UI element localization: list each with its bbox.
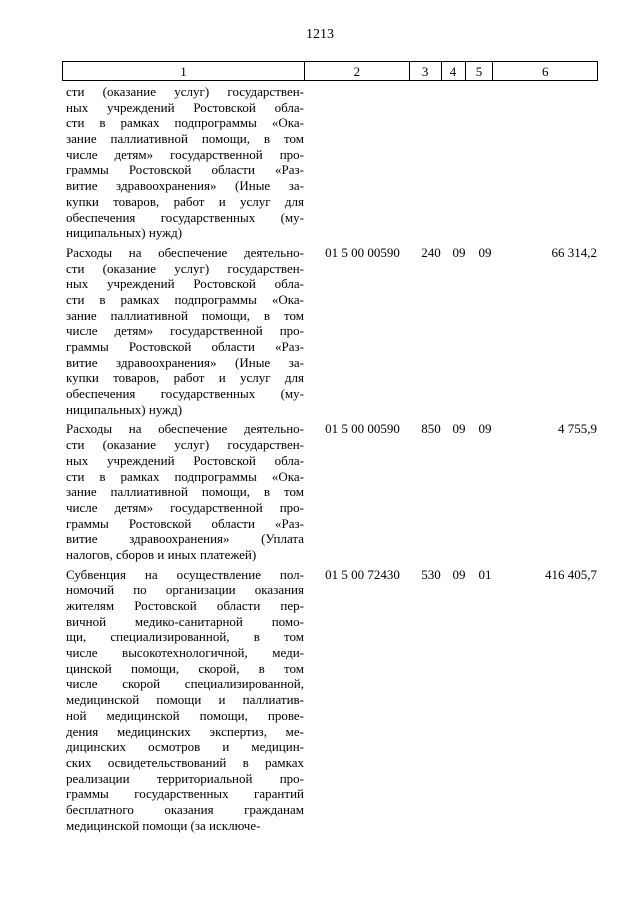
row-description [66,567,304,834]
description-line: ниципальных) нужд) [66,401,183,417]
description-line: сти (оказание услуг) государствен- [66,437,304,453]
description-line: сти (оказание услуг) государствен- [66,84,304,99]
row-amount: 4 755,9 [558,421,597,437]
description-line: жителям Ростовской области пер- [66,598,304,613]
description-line: граммы Ростовской области «Раз- [66,515,304,531]
description-line: ных учреждений Ростовской обла- [66,452,304,468]
description-line: обеспечения государственных (му- [66,209,304,225]
description-line: обеспечения государственных (му- [66,386,304,402]
description-line: купки товаров, работ и услуг для [66,370,304,386]
table-row [62,84,598,241]
row-amount: 66 314,2 [551,244,597,260]
row-section: 09 [452,244,466,260]
description-line: купки товаров, работ и услуг для [66,193,304,209]
description-line: ских освидетельствований в рамках [66,754,304,770]
page-number: 1213 [306,27,334,42]
description-line: граммы государственных гарантий [66,786,304,802]
row-section: 09 [452,566,466,582]
row-subsection [471,84,499,241]
description-line: зание паллиативной помощи, в том [66,131,304,147]
row-classification-code: 01 5 00 72430 [325,566,400,582]
description-line: щи, специализированной, в том [66,629,304,645]
description-line: сти в рамках подпрограммы «Ока- [66,291,304,307]
description-line: дицинских осмотров и медицин- [66,739,304,755]
description-line: числе детям» государственной про- [66,146,304,162]
row-description [66,421,304,562]
description-line: цинской помощи, скорой, в том [66,660,304,676]
description-line: дения медицинских экспертиз, ме- [66,723,304,739]
description-line: ных учреждений Ростовской обла- [66,99,304,115]
row-classification-code: 01 5 00 00590 [325,244,400,260]
table-row [62,567,598,834]
description-line: ниципальных) нужд) [66,225,183,241]
description-line: сти в рамках подпрограммы «Ока- [66,468,304,484]
description-line: номочий по организации оказания [66,582,304,598]
description-line: ной медицинской помощи, прове- [66,707,304,723]
description-line: медицинской помощи (за исключе- [66,817,261,833]
description-line: сти в рамках подпрограммы «Ока- [66,115,304,131]
description-line: витие здравоохранения» (Уплата [66,531,304,547]
table-row [62,421,598,562]
description-line: вичной медико-санитарной помо- [66,613,304,629]
description-line: Расходы на обеспечение деятельно- [66,421,304,437]
row-expense-type [415,84,447,241]
description-line: бесплатного оказания гражданам [66,801,304,817]
description-line: числе высокотехнологичной, меди- [66,645,304,661]
description-line: витие здравоохранения» (Иные за- [66,354,304,370]
description-line: Расходы на обеспечение деятельно- [66,244,304,260]
description-line: медицинской помощи и паллиатив- [66,692,304,708]
row-expense-type: 530 [421,566,441,582]
row-description [66,84,304,241]
description-line: зание паллиативной помощи, в том [66,307,304,323]
description-line: реализации территориальной про- [66,770,304,786]
row-classification-code [310,84,415,241]
row-section: 09 [452,421,466,437]
description-line: числе детям» государственной про- [66,499,304,515]
table-header-row [62,61,598,81]
row-expense-type: 850 [421,421,441,437]
description-line: ных учреждений Ростовской обла- [66,276,304,292]
description-line: Субвенция на осуществление пол- [66,566,304,582]
row-description [66,245,304,418]
description-line: витие здравоохранения» (Иные за- [66,178,304,194]
header-col-6: 6 [541,64,549,79]
row-amount [499,84,597,241]
header-col-2: 2 [305,62,410,80]
description-line: зание паллиативной помощи, в том [66,484,304,500]
description-line: сти (оказание услуг) государствен- [66,260,304,276]
row-subsection: 09 [478,421,492,437]
header-col-4: 4 [442,62,466,80]
description-line: налогов, сборов и иных платежей) [66,546,257,562]
description-line: граммы Ростовской области «Раз- [66,339,304,354]
row-amount: 416 405,7 [545,566,597,582]
description-line: числе детям» государственной про- [66,323,304,339]
description-line: граммы Ростовской области «Раз- [66,162,304,178]
row-subsection: 01 [478,566,492,582]
header-col-5: 5 [466,62,494,80]
table-row [62,245,598,418]
row-subsection: 09 [478,244,492,260]
row-expense-type: 240 [421,244,441,260]
row-classification-code: 01 5 00 00590 [325,421,400,437]
row-section [447,84,471,241]
table-body [62,84,598,837]
header-col-3: 3 [410,62,442,80]
header-col-1: 1 [63,62,305,80]
description-line: числе скорой специализированной, [66,676,304,692]
